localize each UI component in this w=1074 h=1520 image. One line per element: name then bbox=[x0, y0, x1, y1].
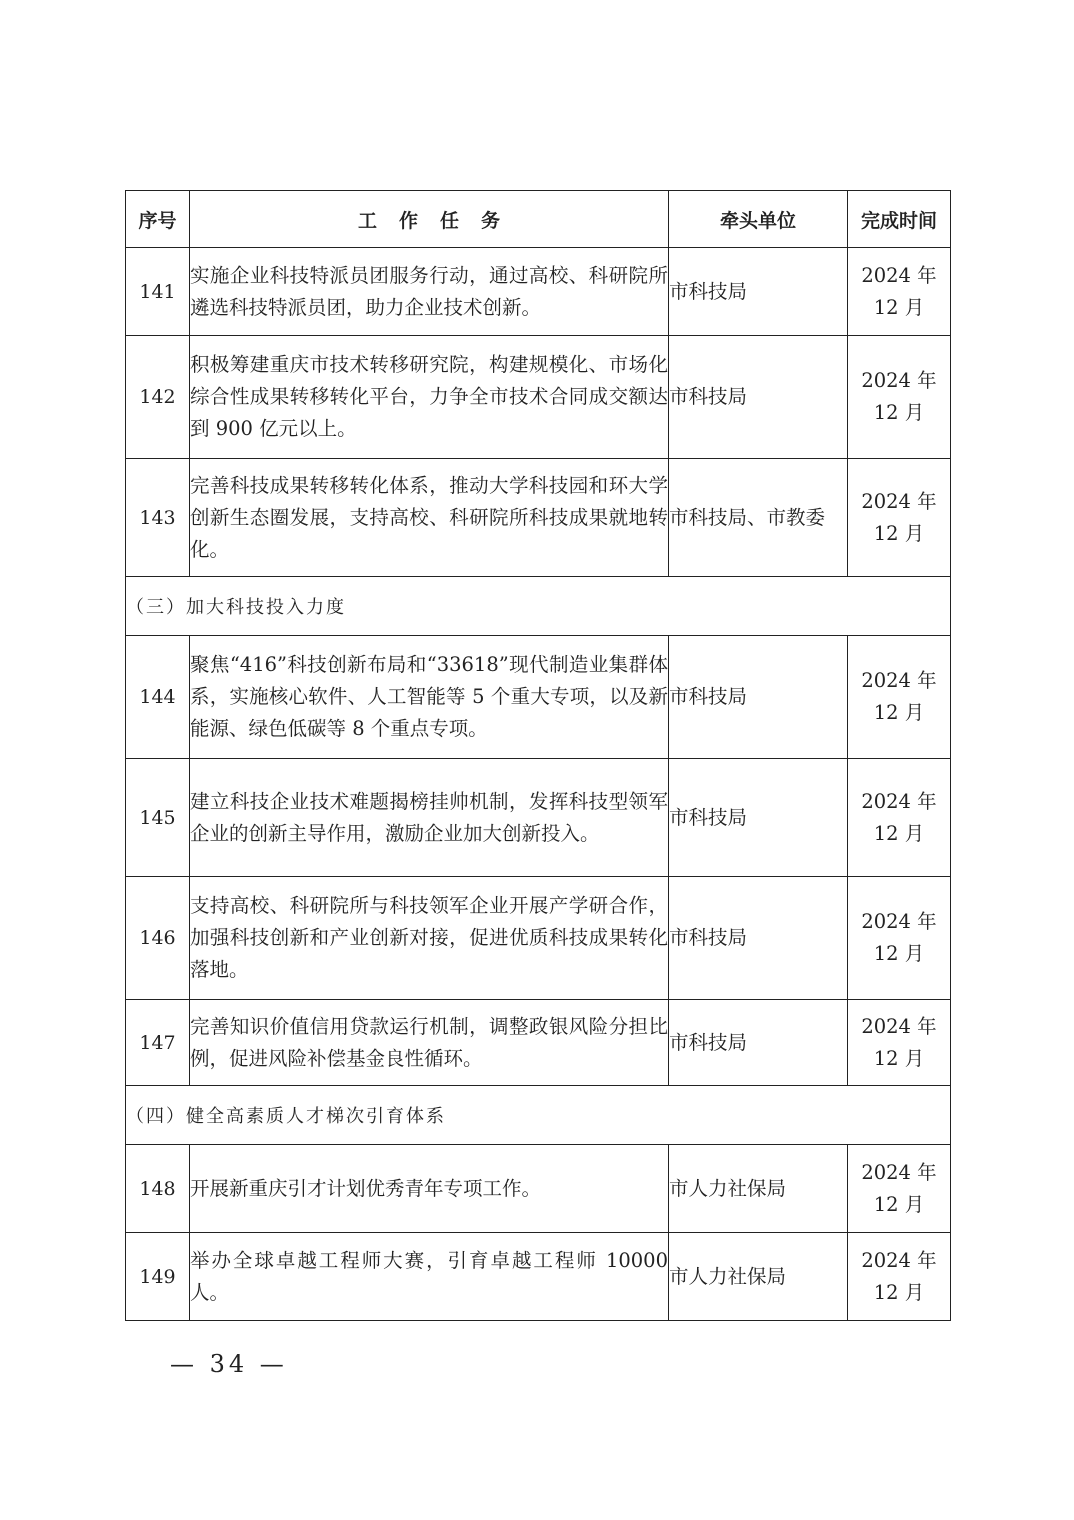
row-no: 148 bbox=[126, 1145, 190, 1233]
row-no: 141 bbox=[126, 248, 190, 336]
table-row bbox=[126, 759, 951, 877]
row-no: 143 bbox=[126, 459, 190, 577]
row-time: 2024 年 12 月 bbox=[848, 759, 951, 877]
header-time: 完成时间 bbox=[848, 191, 951, 248]
section-title-3: （三）加大科技投入力度 bbox=[126, 577, 951, 636]
row-no: 147 bbox=[126, 1000, 190, 1086]
row-time: 2024 年 12 月 bbox=[848, 248, 951, 336]
row-no: 146 bbox=[126, 877, 190, 1000]
header-lead: 牵头单位 bbox=[669, 191, 848, 248]
table-row bbox=[126, 636, 951, 759]
row-no: 145 bbox=[126, 759, 190, 877]
row-task: 完善知识价值信用贷款运行机制，调整政银风险分担比例，促进风险补偿基金良性循环。 bbox=[190, 1000, 669, 1086]
row-time: 2024 年 12 月 bbox=[848, 1000, 951, 1086]
row-lead: 市科技局 bbox=[669, 336, 848, 459]
row-time: 2024 年 12 月 bbox=[848, 336, 951, 459]
row-time: 2024 年 12 月 bbox=[848, 459, 951, 577]
row-lead: 市人力社保局 bbox=[669, 1233, 848, 1321]
task-table bbox=[125, 190, 951, 1321]
table-row bbox=[126, 1145, 951, 1233]
row-time: 2024 年 12 月 bbox=[848, 1233, 951, 1321]
page-number: — 34 — bbox=[170, 1350, 288, 1378]
section-row bbox=[126, 1086, 951, 1145]
table-row bbox=[126, 1000, 951, 1086]
row-lead: 市科技局 bbox=[669, 1000, 848, 1086]
row-task: 建立科技企业技术难题揭榜挂帅机制，发挥科技型领军企业的创新主导作用，激励企业加大创新投入。 bbox=[190, 759, 669, 877]
table-row bbox=[126, 877, 951, 1000]
row-no: 142 bbox=[126, 336, 190, 459]
table-row bbox=[126, 1233, 951, 1321]
row-task: 开展新重庆引才计划优秀青年专项工作。 bbox=[190, 1145, 669, 1233]
row-lead: 市科技局 bbox=[669, 636, 848, 759]
section-title-4: （四）健全高素质人才梯次引育体系 bbox=[126, 1086, 951, 1145]
table-row bbox=[126, 459, 951, 577]
row-time: 2024 年 12 月 bbox=[848, 636, 951, 759]
row-lead: 市科技局 bbox=[669, 877, 848, 1000]
row-task: 聚焦“416”科技创新布局和“33618”现代制造业集群体系，实施核心软件、人工智能等 5 个重大专项，以及新能源、绿色低碳等 8 个重点专项。 bbox=[190, 636, 669, 759]
row-time: 2024 年 12 月 bbox=[848, 1145, 951, 1233]
section-row bbox=[126, 577, 951, 636]
row-lead: 市科技局 bbox=[669, 248, 848, 336]
row-lead: 市科技局、市教委 bbox=[669, 459, 848, 577]
row-task: 实施企业科技特派员团服务行动，通过高校、科研院所遴选科技特派员团，助力企业技术创新。 bbox=[190, 248, 669, 336]
row-lead: 市科技局 bbox=[669, 759, 848, 877]
row-lead: 市人力社保局 bbox=[669, 1145, 848, 1233]
table-header-row bbox=[126, 191, 951, 248]
row-task: 积极筹建重庆市技术转移研究院，构建规模化、市场化综合性成果转移转化平台，力争全市技术合同成交额达到 900 亿元以上。 bbox=[190, 336, 669, 459]
row-time: 2024 年 12 月 bbox=[848, 877, 951, 1000]
row-no: 144 bbox=[126, 636, 190, 759]
header-no: 序号 bbox=[126, 191, 190, 248]
row-task: 支持高校、科研院所与科技领军企业开展产学研合作，加强科技创新和产业创新对接，促进优质科技成果转化落地。 bbox=[190, 877, 669, 1000]
header-task: 工作任务 bbox=[190, 191, 669, 248]
table-row bbox=[126, 248, 951, 336]
row-task: 举办全球卓越工程师大赛，引育卓越工程师 10000 人。 bbox=[190, 1233, 669, 1321]
table-row bbox=[126, 336, 951, 459]
row-no: 149 bbox=[126, 1233, 190, 1321]
row-task: 完善科技成果转移转化体系，推动大学科技园和环大学创新生态圈发展，支持高校、科研院所科技成果就地转化。 bbox=[190, 459, 669, 577]
